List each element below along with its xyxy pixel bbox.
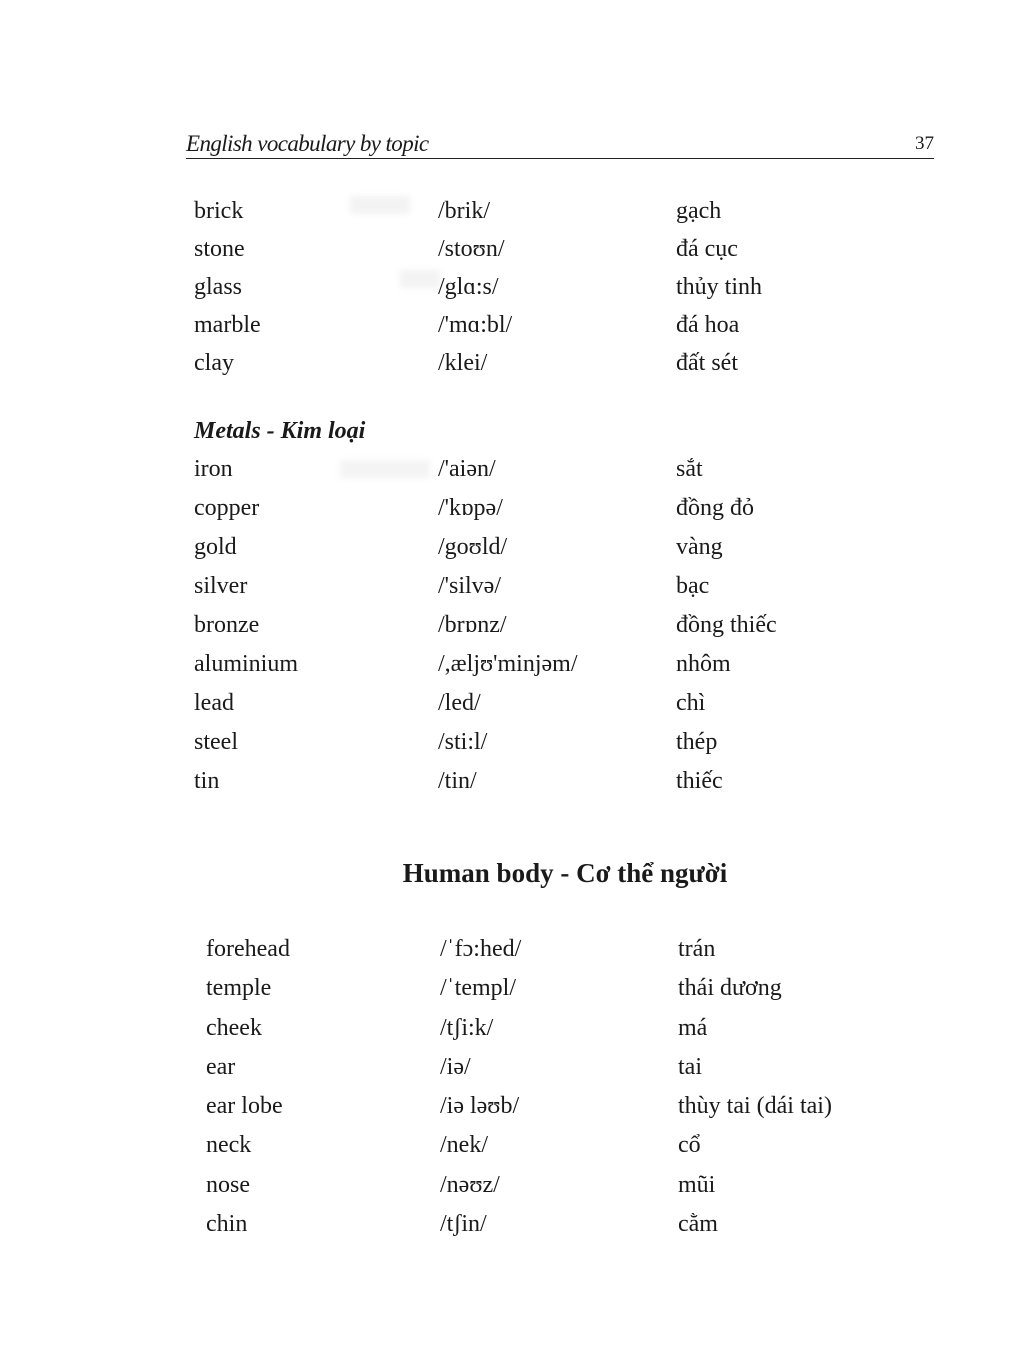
vocab-word: tin [194, 768, 220, 794]
vocab-meaning: thái dương [678, 975, 782, 1002]
vocab-word: copper [194, 495, 260, 521]
vocab-meaning: cổ [678, 1132, 701, 1159]
vocab-meaning: cằm [678, 1211, 718, 1238]
vocab-ipa: /goʊld/ [438, 534, 508, 560]
materials-ipa [438, 199, 512, 389]
vocab-word: marble [194, 312, 261, 338]
vocab-word: forehead [206, 936, 290, 962]
bleed-through-texture [340, 460, 430, 478]
vocab-meaning: tai [678, 1053, 702, 1080]
vocab-meaning: bạc [676, 573, 710, 599]
vocab-ipa: /iə ləʊb/ [440, 1093, 520, 1120]
vocab-ipa: /brik/ [438, 198, 490, 224]
running-header [186, 128, 934, 159]
vocab-ipa: /'mɑ:bl/ [438, 312, 513, 338]
section-title-human-body: Human body - Cơ thể người [402, 858, 728, 888]
bleed-through-texture [400, 270, 440, 288]
vocab-ipa: /'silvə/ [438, 573, 501, 599]
vocab-meaning: đất sét [676, 350, 738, 376]
vocab-word: ear [206, 1053, 236, 1080]
vocab-ipa: /tin/ [438, 768, 477, 794]
vocab-word: temple [206, 975, 272, 1002]
vocab-word: bronze [194, 612, 260, 638]
book-title: English vocabulary by topic [186, 131, 429, 156]
vocab-ipa: /tʃin/ [440, 1211, 487, 1238]
vocab-ipa: /'aiən/ [438, 456, 496, 482]
human-body-meanings [678, 937, 832, 1251]
human-body-words [206, 937, 290, 1251]
page-number: 37 [915, 133, 934, 154]
vocab-ipa: /iə/ [440, 1053, 471, 1080]
vocab-word: iron [194, 456, 233, 482]
bleed-through-texture [350, 196, 410, 214]
vocab-ipa: /'kɒpə/ [438, 495, 503, 521]
materials-words [194, 199, 261, 389]
vocab-word: chin [206, 1211, 248, 1238]
vocab-ipa: /,æljʊ'minjəm/ [438, 651, 578, 677]
vocab-ipa: /stoʊn/ [438, 236, 505, 262]
vocab-meaning: vàng [676, 534, 723, 560]
vocab-ipa: /ˈfɔ:hed/ [440, 936, 522, 962]
vocab-ipa: /led/ [438, 690, 481, 716]
vocab-meaning: nhôm [676, 651, 731, 677]
vocab-ipa: /tʃi:k/ [440, 1014, 494, 1041]
vocab-word: ear lobe [206, 1093, 283, 1120]
vocab-word: cheek [206, 1014, 262, 1041]
vocab-word: glass [194, 274, 242, 300]
vocab-word: aluminium [194, 651, 298, 677]
vocab-ipa: /brɒnz/ [438, 612, 507, 638]
section-label-metals: Metals - Kim loại [194, 418, 366, 444]
vocab-meaning: đá cục [676, 236, 738, 262]
vocab-word: clay [194, 350, 234, 376]
vocab-meaning: đồng đỏ [676, 495, 754, 521]
vocab-word: nose [206, 1171, 250, 1198]
vocab-meaning: đồng thiếc [676, 612, 777, 638]
vocab-ipa: /nəʊz/ [440, 1171, 500, 1198]
vocab-word: steel [194, 729, 238, 755]
human-body-ipa [440, 937, 521, 1251]
metals-words [194, 457, 298, 808]
metals-meanings [676, 457, 777, 808]
vocab-meaning: má [678, 1014, 708, 1041]
vocab-meaning: sắt [676, 456, 703, 482]
vocab-word: gold [194, 534, 237, 560]
vocab-meaning: gạch [676, 198, 722, 224]
vocab-word: brick [194, 198, 244, 224]
vocab-meaning: mũi [678, 1171, 716, 1198]
vocab-word: stone [194, 236, 245, 262]
vocab-ipa: /klei/ [438, 350, 488, 376]
vocab-ipa: /sti:l/ [438, 729, 488, 755]
materials-meanings [676, 199, 762, 389]
vocab-meaning: đá hoa [676, 312, 740, 338]
metals-ipa [438, 457, 578, 808]
vocab-word: neck [206, 1132, 252, 1159]
vocab-meaning: thép [676, 729, 718, 755]
vocab-ipa: /glɑ:s/ [438, 274, 499, 300]
vocab-ipa: /ˈtempl/ [440, 975, 516, 1002]
vocab-meaning: thủy tinh [676, 274, 763, 300]
vocab-ipa: /nek/ [440, 1132, 488, 1159]
vocab-word: lead [194, 690, 234, 716]
vocab-meaning: thùy tai (dái tai) [678, 1093, 832, 1120]
vocab-word: silver [194, 573, 248, 599]
vocab-meaning: chì [676, 690, 706, 716]
vocab-meaning: thiếc [676, 768, 723, 794]
vocab-meaning: trán [678, 936, 716, 962]
